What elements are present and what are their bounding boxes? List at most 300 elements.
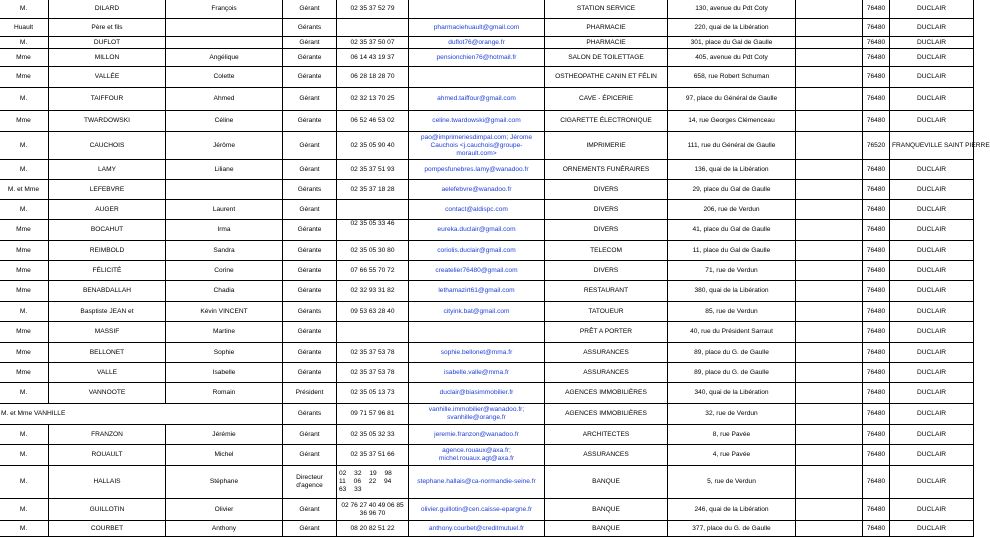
role-cell: Gérant xyxy=(283,160,337,180)
table-row xyxy=(0,383,974,404)
empty-cell xyxy=(796,445,863,466)
address-cell: 340, quai de la Libération xyxy=(668,383,796,404)
phone-cell: 02 35 37 53 78 xyxy=(337,363,409,383)
role-cell: Gérant xyxy=(283,88,337,111)
civility-cell: M. xyxy=(0,200,49,220)
address-cell: 29, place du Gal de Gaulle xyxy=(668,180,796,200)
city-cell: DUCLAIR xyxy=(890,111,974,132)
empty-cell xyxy=(796,363,863,383)
name-cell: Basptiste JEAN et xyxy=(49,302,166,322)
address-cell: 111, rue du Général de Gaulle xyxy=(668,132,796,160)
phone-cell: 07 66 55 70 72 xyxy=(337,261,409,281)
table-row xyxy=(0,67,974,88)
phone-cell: 02 35 37 51 93 xyxy=(337,160,409,180)
city-cell: DUCLAIR xyxy=(890,261,974,281)
phone-cell: 09 71 57 96 81 xyxy=(337,404,409,425)
empty-cell xyxy=(796,499,863,521)
table-row xyxy=(0,49,974,67)
activity-cell: CIGARETTE ÉLECTRONIQUE xyxy=(545,111,668,132)
phone-cell: 06 28 18 28 70 xyxy=(337,67,409,88)
civility-cell: Mme xyxy=(0,322,49,343)
email-cell[interactable]: pao@imprimeriesdimpal.com; Jérome Cauchois <j.cauchois@groupe-morault.com> xyxy=(409,132,545,160)
empty-cell xyxy=(796,241,863,261)
address-cell: 11, place du Gal de Gaulle xyxy=(668,241,796,261)
table-row xyxy=(0,445,974,466)
address-cell: 4, rue Pavée xyxy=(668,445,796,466)
activity-cell: STATION SERVICE xyxy=(545,0,668,19)
activity-cell: BANQUE xyxy=(545,499,668,521)
empty-cell xyxy=(796,466,863,499)
phone-cell xyxy=(337,19,409,37)
activity-cell: DIVERS xyxy=(545,180,668,200)
table-row xyxy=(0,111,974,132)
email-cell[interactable]: lethamazirt61@gmail.com xyxy=(409,281,545,302)
address-cell: 136, quai de la Libération xyxy=(668,160,796,180)
email-cell[interactable]: eureka.duclair@gmail.com xyxy=(409,220,545,241)
civility-cell: Mme xyxy=(0,220,49,241)
postcode-cell: 76480 xyxy=(863,521,890,537)
activity-cell: PHARMACIE xyxy=(545,37,668,49)
role-cell: Gérante xyxy=(283,261,337,281)
activity-cell: ASSURANCES xyxy=(545,445,668,466)
firstname-cell: François xyxy=(166,0,283,19)
role-cell: Gérant xyxy=(283,200,337,220)
civility-cell: Mme xyxy=(0,261,49,281)
phone-cell: 02 32 93 31 82 xyxy=(337,281,409,302)
firstname-cell: Michel xyxy=(166,445,283,466)
empty-cell xyxy=(796,220,863,241)
city-cell: DUCLAIR xyxy=(890,425,974,445)
address-cell: 85, rue de Verdun xyxy=(668,302,796,322)
email-cell[interactable]: aelefebvre@wanadoo.fr xyxy=(409,180,545,200)
postcode-cell: 76480 xyxy=(863,499,890,521)
city-cell: DUCLAIR xyxy=(890,445,974,466)
activity-cell: RESTAURANT xyxy=(545,281,668,302)
role-cell: Gérante xyxy=(283,49,337,67)
name-cell: FÉLICITÉ xyxy=(49,261,166,281)
phone-cell: 02 35 05 13 73 xyxy=(337,383,409,404)
table-row xyxy=(0,241,974,261)
postcode-cell: 76480 xyxy=(863,241,890,261)
city-cell: DUCLAIR xyxy=(890,180,974,200)
name-cell: LEFEBVRE xyxy=(49,180,166,200)
address-cell: 89, place du G. de Gaulle xyxy=(668,363,796,383)
name-cell: BELLONET xyxy=(49,343,166,363)
civility-cell: Mme xyxy=(0,111,49,132)
empty-cell xyxy=(796,0,863,19)
firstname-cell: Colette xyxy=(166,67,283,88)
city-cell: DUCLAIR xyxy=(890,67,974,88)
name-cell: MASSIF xyxy=(49,322,166,343)
empty-cell xyxy=(796,160,863,180)
phone-cell: 02 35 37 52 79 xyxy=(337,0,409,19)
city-cell: DUCLAIR xyxy=(890,281,974,302)
postcode-cell: 76480 xyxy=(863,383,890,404)
name-cell: BOCAHUT xyxy=(49,220,166,241)
name-cell: DUFLOT xyxy=(49,37,166,49)
city-cell: DUCLAIR xyxy=(890,19,974,37)
postcode-cell: 76480 xyxy=(863,302,890,322)
table-row xyxy=(0,160,974,180)
role-cell: Gérant xyxy=(283,0,337,19)
activity-cell: CAVE - ÉPICERIE xyxy=(545,88,668,111)
role-cell: Gérants xyxy=(283,302,337,322)
role-cell: Gérant xyxy=(283,445,337,466)
phone-cell: 02 35 37 53 78 xyxy=(337,343,409,363)
phone-cell: 02 35 37 51 66 xyxy=(337,445,409,466)
address-cell: 41, place du Gal de Gaulle xyxy=(668,220,796,241)
firstname-cell: Martine xyxy=(166,322,283,343)
civility-cell: M. xyxy=(0,425,49,445)
address-cell: 71, rue de Verdun xyxy=(668,261,796,281)
table-row xyxy=(0,466,974,499)
firstname-cell xyxy=(166,180,283,200)
email-cell[interactable]: jeremie.franzon@wanadoo.fr xyxy=(409,425,545,445)
empty-cell xyxy=(796,111,863,132)
role-cell: Gérants xyxy=(283,404,337,425)
role-cell: Gérante xyxy=(283,363,337,383)
activity-cell: BANQUE xyxy=(545,466,668,499)
role-cell: Gérants xyxy=(283,180,337,200)
phone-cell: 02 76 27 40 49 06 85 36 96 70 xyxy=(337,499,409,521)
civility-cell: M. xyxy=(0,132,49,160)
postcode-cell: 76480 xyxy=(863,180,890,200)
civility-cell: M. xyxy=(0,302,49,322)
table-row xyxy=(0,322,974,343)
email-cell[interactable]: agence.rouaux@axa.fr; michel.rouaux.agt@axa.fr xyxy=(409,445,545,466)
civility-cell: M. xyxy=(0,0,49,19)
email-cell[interactable]: celine.twardowski@gmail.com xyxy=(409,111,545,132)
activity-cell: DIVERS xyxy=(545,200,668,220)
name-cell: CAUCHOIS xyxy=(49,132,166,160)
name-cell: Père et fils xyxy=(49,19,166,37)
phone-cell: 08 20 82 51 22 xyxy=(337,521,409,537)
empty-cell xyxy=(796,343,863,363)
address-cell: 405, avenue du Pdt Coty xyxy=(668,49,796,67)
name-cell: TAIFFOUR xyxy=(49,88,166,111)
email-cell[interactable]: duclair@biasimmobilier.fr xyxy=(409,383,545,404)
city-cell: DUCLAIR xyxy=(890,241,974,261)
firstname-cell: Stéphane xyxy=(166,466,283,499)
email-cell[interactable]: cityink.bat@gmail.com xyxy=(409,302,545,322)
civility-cell: M. xyxy=(0,37,49,49)
empty-cell xyxy=(796,132,863,160)
role-cell: Président xyxy=(283,383,337,404)
postcode-cell: 76480 xyxy=(863,111,890,132)
firstname-cell: Isabelle xyxy=(166,363,283,383)
email-cell[interactable]: ahmed.taiffour@gmail.com xyxy=(409,88,545,111)
activity-cell: ASSURANCES xyxy=(545,363,668,383)
postcode-cell: 76480 xyxy=(863,466,890,499)
empty-cell xyxy=(796,37,863,49)
city-cell: DUCLAIR xyxy=(890,88,974,111)
civility-cell: Mme xyxy=(0,343,49,363)
role-cell: Gérant xyxy=(283,521,337,537)
firstname-cell: Jérémie xyxy=(166,425,283,445)
postcode-cell: 76480 xyxy=(863,322,890,343)
email-cell[interactable]: duflot76@orange.fr xyxy=(409,37,545,49)
empty-cell xyxy=(796,383,863,404)
firstname-cell xyxy=(166,19,283,37)
civility-cell: M. xyxy=(0,445,49,466)
role-cell: Directeur d'agence xyxy=(283,466,337,499)
firstname-cell: Anthony xyxy=(166,521,283,537)
phone-cell: 02 35 05 30 80 xyxy=(337,241,409,261)
activity-cell: DIVERS xyxy=(545,261,668,281)
email-cell[interactable]: contact@aldispc.com xyxy=(409,200,545,220)
table-row xyxy=(0,261,974,281)
empty-cell xyxy=(796,67,863,88)
address-cell: 206, rue de Verdun xyxy=(668,200,796,220)
activity-cell: ARCHITECTES xyxy=(545,425,668,445)
city-cell: DUCLAIR xyxy=(890,499,974,521)
civility-cell: Mme xyxy=(0,363,49,383)
firstname-cell: Laurent xyxy=(166,200,283,220)
city-cell: DUCLAIR xyxy=(890,302,974,322)
table-row xyxy=(0,499,974,521)
role-cell: Gérante xyxy=(283,220,337,241)
table-row xyxy=(0,200,974,220)
firstname-cell: Corine xyxy=(166,261,283,281)
postcode-cell: 76480 xyxy=(863,261,890,281)
name-cell: REIMBOLD xyxy=(49,241,166,261)
empty-cell xyxy=(796,180,863,200)
postcode-cell: 76480 xyxy=(863,37,890,49)
empty-cell xyxy=(796,200,863,220)
email-cell[interactable]: isabelle.valle@mma.fr xyxy=(409,363,545,383)
email-cell[interactable]: anthony.courbet@creditmutuel.fr xyxy=(409,521,545,537)
role-cell: Gérant xyxy=(283,37,337,49)
civility-cell: M. et Mme VANHILLE xyxy=(0,404,283,425)
activity-cell: SALON DE TOILETTAGE xyxy=(545,49,668,67)
activity-cell: TATOUEUR xyxy=(545,302,668,322)
phone-cell: 02 35 37 50 07 xyxy=(337,37,409,49)
table-row xyxy=(0,425,974,445)
city-cell: DUCLAIR xyxy=(890,200,974,220)
address-cell: 380, quai de la Libération xyxy=(668,281,796,302)
city-cell: DUCLAIR xyxy=(890,343,974,363)
phone-cell: 02 35 05 90 40 xyxy=(337,132,409,160)
table-row xyxy=(0,343,974,363)
address-cell: 32, rue de Verdun xyxy=(668,404,796,425)
postcode-cell: 76480 xyxy=(863,49,890,67)
phone-cell: 06 14 43 19 37 xyxy=(337,49,409,67)
table-row xyxy=(0,88,974,111)
email-cell[interactable]: vanhille.immobilier@wanadoo.fr; svanhille@orange.fr xyxy=(409,404,545,425)
email-cell[interactable] xyxy=(409,322,545,343)
firstname-cell: Ahmed xyxy=(166,88,283,111)
civility-cell: Mme xyxy=(0,67,49,88)
phone-cell: 02 35 05 32 33 xyxy=(337,425,409,445)
postcode-cell: 76480 xyxy=(863,404,890,425)
postcode-cell: 76480 xyxy=(863,425,890,445)
postcode-cell: 76480 xyxy=(863,0,890,19)
role-cell: Gérante xyxy=(283,111,337,132)
role-cell: Gérant xyxy=(283,425,337,445)
empty-cell xyxy=(796,404,863,425)
table-row xyxy=(0,302,974,322)
email-cell[interactable]: pensionchien76@hotmail.fr xyxy=(409,49,545,67)
empty-cell xyxy=(796,322,863,343)
empty-cell xyxy=(796,281,863,302)
city-cell: DUCLAIR xyxy=(890,521,974,537)
activity-cell: OSTHEOPATHE CANIN ET FÉLIN xyxy=(545,67,668,88)
role-cell: Gérante xyxy=(283,343,337,363)
address-cell: 97, place du Général de Gaulle xyxy=(668,88,796,111)
civility-cell: M. xyxy=(0,499,49,521)
firstname-cell: Sophie xyxy=(166,343,283,363)
table-row xyxy=(0,19,974,37)
activity-cell: TELECOM xyxy=(545,241,668,261)
phone-cell: 06 52 46 53 02 xyxy=(337,111,409,132)
civility-cell: M. xyxy=(0,466,49,499)
name-cell: COURBET xyxy=(49,521,166,537)
email-cell[interactable]: olivier.guillotin@cen.caisse-epargne.fr xyxy=(409,499,545,521)
firstname-cell: Romain xyxy=(166,383,283,404)
name-cell: HALLAIS xyxy=(49,466,166,499)
phone-cell: 02 32 19 98 11 06 22 94 63 33 xyxy=(337,466,409,499)
activity-cell: AGENCES IMMOBILIÈRES xyxy=(545,383,668,404)
name-cell: AUGER xyxy=(49,200,166,220)
table-row xyxy=(0,521,974,537)
postcode-cell: 76520 xyxy=(863,132,890,160)
table-row xyxy=(0,281,974,302)
activity-cell: DIVERS xyxy=(545,220,668,241)
name-cell: VALLÉE xyxy=(49,67,166,88)
postcode-cell: 76480 xyxy=(863,19,890,37)
name-cell: VANNOOTE xyxy=(49,383,166,404)
address-cell: 14, rue Georges Clémenceau xyxy=(668,111,796,132)
name-cell: DILARD xyxy=(49,0,166,19)
name-cell: TWARDOWSKI xyxy=(49,111,166,132)
city-cell: DUCLAIR xyxy=(890,0,974,19)
empty-cell xyxy=(796,49,863,67)
firstname-cell: Kévin VINCENT xyxy=(166,302,283,322)
email-cell[interactable] xyxy=(409,0,545,19)
civility-cell: M. xyxy=(0,521,49,537)
postcode-cell: 76480 xyxy=(863,445,890,466)
activity-cell: ASSURANCES xyxy=(545,343,668,363)
firstname-cell: Angélique xyxy=(166,49,283,67)
role-cell: Gérante xyxy=(283,67,337,88)
city-cell: DUCLAIR xyxy=(890,49,974,67)
postcode-cell: 76480 xyxy=(863,160,890,180)
address-cell: 8, rue Pavée xyxy=(668,425,796,445)
civility-cell: Huault xyxy=(0,19,49,37)
email-cell[interactable]: coriolis.duclair@gmail.com xyxy=(409,241,545,261)
civility-cell: M. xyxy=(0,383,49,404)
city-cell: DUCLAIR xyxy=(890,383,974,404)
table-row xyxy=(0,0,974,19)
role-cell: Gérante xyxy=(283,241,337,261)
firstname-cell: Liliane xyxy=(166,160,283,180)
city-cell: DUCLAIR xyxy=(890,220,974,241)
city-cell: DUCLAIR xyxy=(890,322,974,343)
civility-cell: M. xyxy=(0,88,49,111)
address-cell: 89, place du G. de Gaulle xyxy=(668,343,796,363)
address-cell: 130, avenue du Pdt Coty xyxy=(668,0,796,19)
name-cell: BENABDALLAH xyxy=(49,281,166,302)
firstname-cell: Chadia xyxy=(166,281,283,302)
city-cell: DUCLAIR xyxy=(890,404,974,425)
firstname-cell: Jérôme xyxy=(166,132,283,160)
civility-cell: Mme xyxy=(0,241,49,261)
address-cell: 246, quai de la Libération xyxy=(668,499,796,521)
postcode-cell: 76480 xyxy=(863,67,890,88)
table-row xyxy=(0,363,974,383)
city-cell: DUCLAIR xyxy=(890,160,974,180)
email-cell[interactable]: pharmaciehuault@gmail.com xyxy=(409,19,545,37)
table-row xyxy=(0,132,974,160)
firstname-cell: Irma xyxy=(166,220,283,241)
phone-cell: 09 53 63 28 40 xyxy=(337,302,409,322)
phone-cell: 02 35 05 33 46 xyxy=(337,220,409,241)
email-cell[interactable]: stephane.hallais@ca-normandie-seine.fr xyxy=(409,466,545,499)
activity-cell: PHARMACIE xyxy=(545,19,668,37)
firstname-cell: Olivier xyxy=(166,499,283,521)
name-cell: FRANZON xyxy=(49,425,166,445)
city-cell: DUCLAIR xyxy=(890,363,974,383)
address-cell: 40, rue du Président Sarraut xyxy=(668,322,796,343)
empty-cell xyxy=(796,521,863,537)
table-row xyxy=(0,37,974,49)
postcode-cell: 76480 xyxy=(863,343,890,363)
email-cell[interactable]: pompesfunebres.lamy@wanadoo.fr xyxy=(409,160,545,180)
activity-cell: AGENCES IMMOBILIÈRES xyxy=(545,404,668,425)
empty-cell xyxy=(796,19,863,37)
postcode-cell: 76480 xyxy=(863,363,890,383)
address-cell: 5, rue de Verdun xyxy=(668,466,796,499)
email-cell[interactable] xyxy=(409,67,545,88)
activity-cell: BANQUE xyxy=(545,521,668,537)
postcode-cell: 76480 xyxy=(863,281,890,302)
firstname-cell: Céline xyxy=(166,111,283,132)
empty-cell xyxy=(796,88,863,111)
city-cell: DUCLAIR xyxy=(890,466,974,499)
name-cell: ROUAULT xyxy=(49,445,166,466)
role-cell: Gérante xyxy=(283,281,337,302)
postcode-cell: 76480 xyxy=(863,220,890,241)
name-cell: LAMY xyxy=(49,160,166,180)
civility-cell: M. et Mme xyxy=(0,180,49,200)
firstname-cell: Sandra xyxy=(166,241,283,261)
address-cell: 377, place du G. de Gaulle xyxy=(668,521,796,537)
phone-cell xyxy=(337,200,409,220)
name-cell: MILLON xyxy=(49,49,166,67)
address-cell: 301, place du Gal de Gaulle xyxy=(668,37,796,49)
civility-cell: Mme xyxy=(0,49,49,67)
table-row xyxy=(0,220,974,241)
role-cell: Gérant xyxy=(283,132,337,160)
email-cell[interactable]: sophie.bellonet@mma.fr xyxy=(409,343,545,363)
address-cell: 658, rue Robert Schuman xyxy=(668,67,796,88)
address-cell: 220, quai de la Libération xyxy=(668,19,796,37)
email-cell[interactable]: createlier76480@gmail.com xyxy=(409,261,545,281)
phone-cell: 02 32 13 70 25 xyxy=(337,88,409,111)
empty-cell xyxy=(796,302,863,322)
civility-cell: M. xyxy=(0,160,49,180)
table-row xyxy=(0,180,974,200)
activity-cell: PRÊT A PORTER xyxy=(545,322,668,343)
activity-cell: IMPRIMERIE xyxy=(545,132,668,160)
table-row xyxy=(0,404,974,425)
empty-cell xyxy=(796,425,863,445)
role-cell: Gérante xyxy=(283,322,337,343)
civility-cell: Mme xyxy=(0,281,49,302)
phone-cell: 02 35 37 18 28 xyxy=(337,180,409,200)
city-cell: DUCLAIR xyxy=(890,37,974,49)
postcode-cell: 76480 xyxy=(863,88,890,111)
